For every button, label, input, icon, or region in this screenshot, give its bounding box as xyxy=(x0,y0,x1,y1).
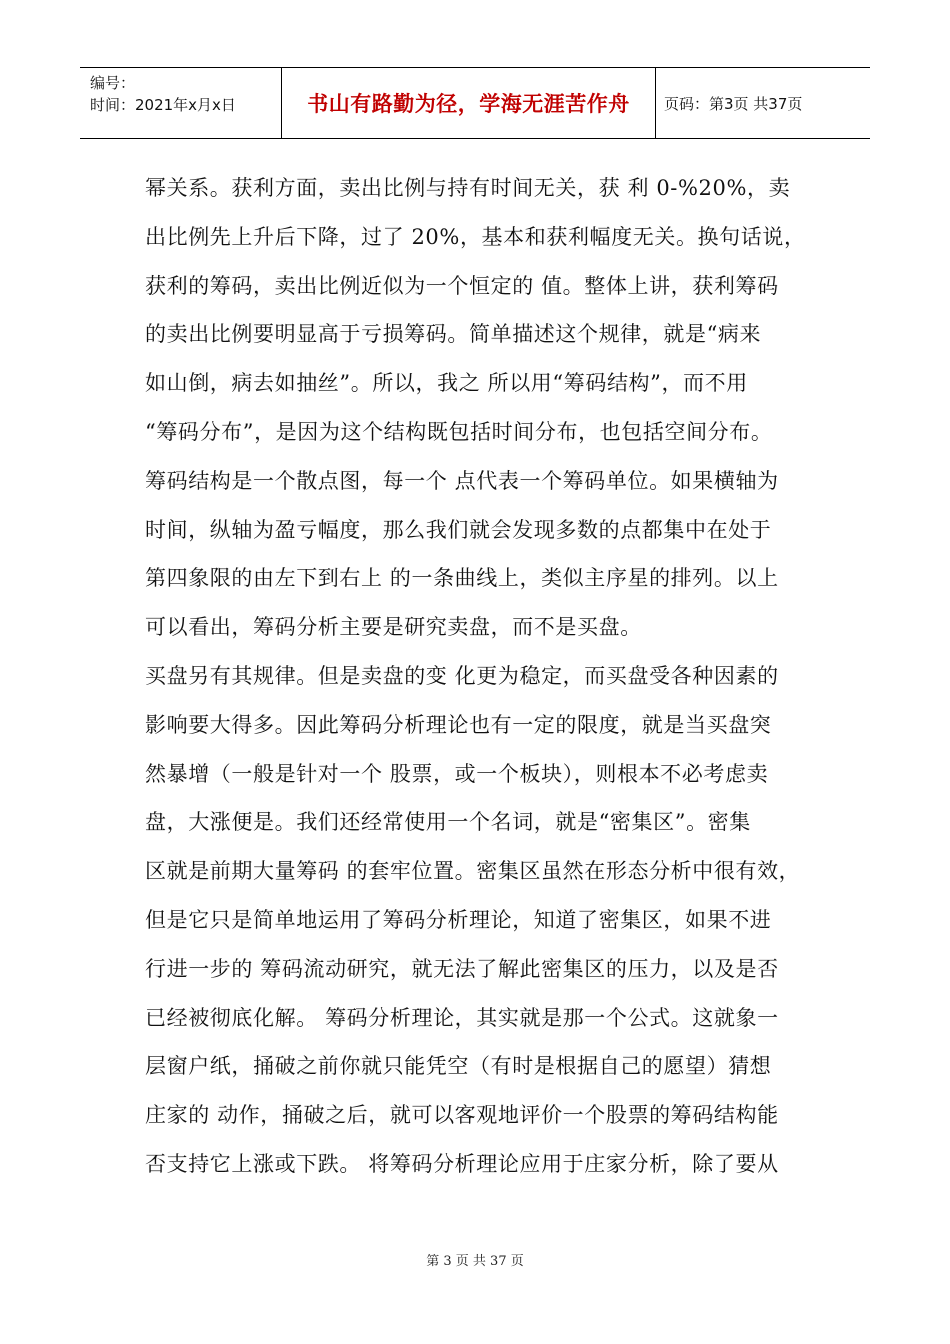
text-line: 行进一步的 筹码流动研究，就无法了解此密集区的压力，以及是否 xyxy=(145,956,779,981)
text-line: 层窗户纸，捅破之前你就只能凭空（有时是根据自己的愿望）猜想 xyxy=(145,1054,772,1079)
text-line: 然暴增（一般是针对一个 股票，或一个板块），则根本不必考虑卖 xyxy=(145,761,769,786)
text-line: 已经被彻底化解。 筹码分析理论，其实就是那一个公式。这就象一 xyxy=(145,1005,779,1030)
text-line: “筹码分布”，是因为这个结构既包括时间分布，也包括空间分布。 xyxy=(145,419,773,444)
text-line: 的卖出比例要明显高于亏损筹码。简单描述这个规律，就是“病来 xyxy=(145,322,762,347)
text-line: 如山倒，病去如抽丝”。所以，我之 所以用“筹码结构”，而不用 xyxy=(145,371,748,396)
text-line: 获利的筹码，卖出比例近似为一个恒定的 值。整体上讲，获利筹码 xyxy=(145,273,779,298)
text-line: 第四象限的由左下到右上 的一条曲线上，类似主序星的排列。以上 xyxy=(145,566,779,591)
text-line: 出比例先上升后下降，过了 20%，基本和获利幅度无关。换句话说， xyxy=(145,224,806,249)
page-header xyxy=(80,67,870,139)
text-line: 庄家的 动作，捅破之后，就可以客观地评价一个股票的筹码结构能 xyxy=(145,1103,779,1128)
text-line: 幂关系。获利方面，卖出比例与持有时间无关，获 利 0-%20%，卖 xyxy=(145,176,791,200)
document-date: 时间：2021年x月x日 xyxy=(90,96,236,114)
header-page-info: 页码：第3页 共37页 xyxy=(664,94,803,113)
page-footer: 第 3 页 共 37 页 xyxy=(426,1254,524,1269)
text-line: 盘，大涨便是。我们还经常使用一个名词，就是“密集区”。密集 xyxy=(145,810,751,835)
text-line: 可以看出，筹码分析主要是研究卖盘，而不是买盘。 xyxy=(145,615,642,640)
text-line: 影响要大得多。因此筹码分析理论也有一定的限度，就是当买盘突 xyxy=(145,712,772,737)
text-line: 区就是前期大量筹码 的套牢位置。密集区虽然在形态分析中很有效， xyxy=(145,859,801,884)
header-motto: 书山有路勤为径，学海无涯苦作舟 xyxy=(282,68,656,138)
text-line: 但是它只是简单地运用了筹码分析理论，知道了密集区，如果不进 xyxy=(145,907,772,932)
text-line: 否支持它上涨或下跌。 将筹码分析理论应用于庄家分析，除了要从 xyxy=(145,1151,779,1176)
text-line: 买盘另有其规律。但是卖盘的变 化更为稳定，而买盘受各种因素的 xyxy=(145,663,779,688)
document-number: 编号： xyxy=(90,74,136,92)
text-line: 筹码结构是一个散点图，每一个 点代表一个筹码单位。如果横轴为 xyxy=(145,468,779,493)
header-meta xyxy=(80,68,282,138)
document-body xyxy=(145,164,825,1189)
text-line: 时间，纵轴为盈亏幅度，那么我们就会发现多数的点都集中在处于 xyxy=(145,517,772,542)
